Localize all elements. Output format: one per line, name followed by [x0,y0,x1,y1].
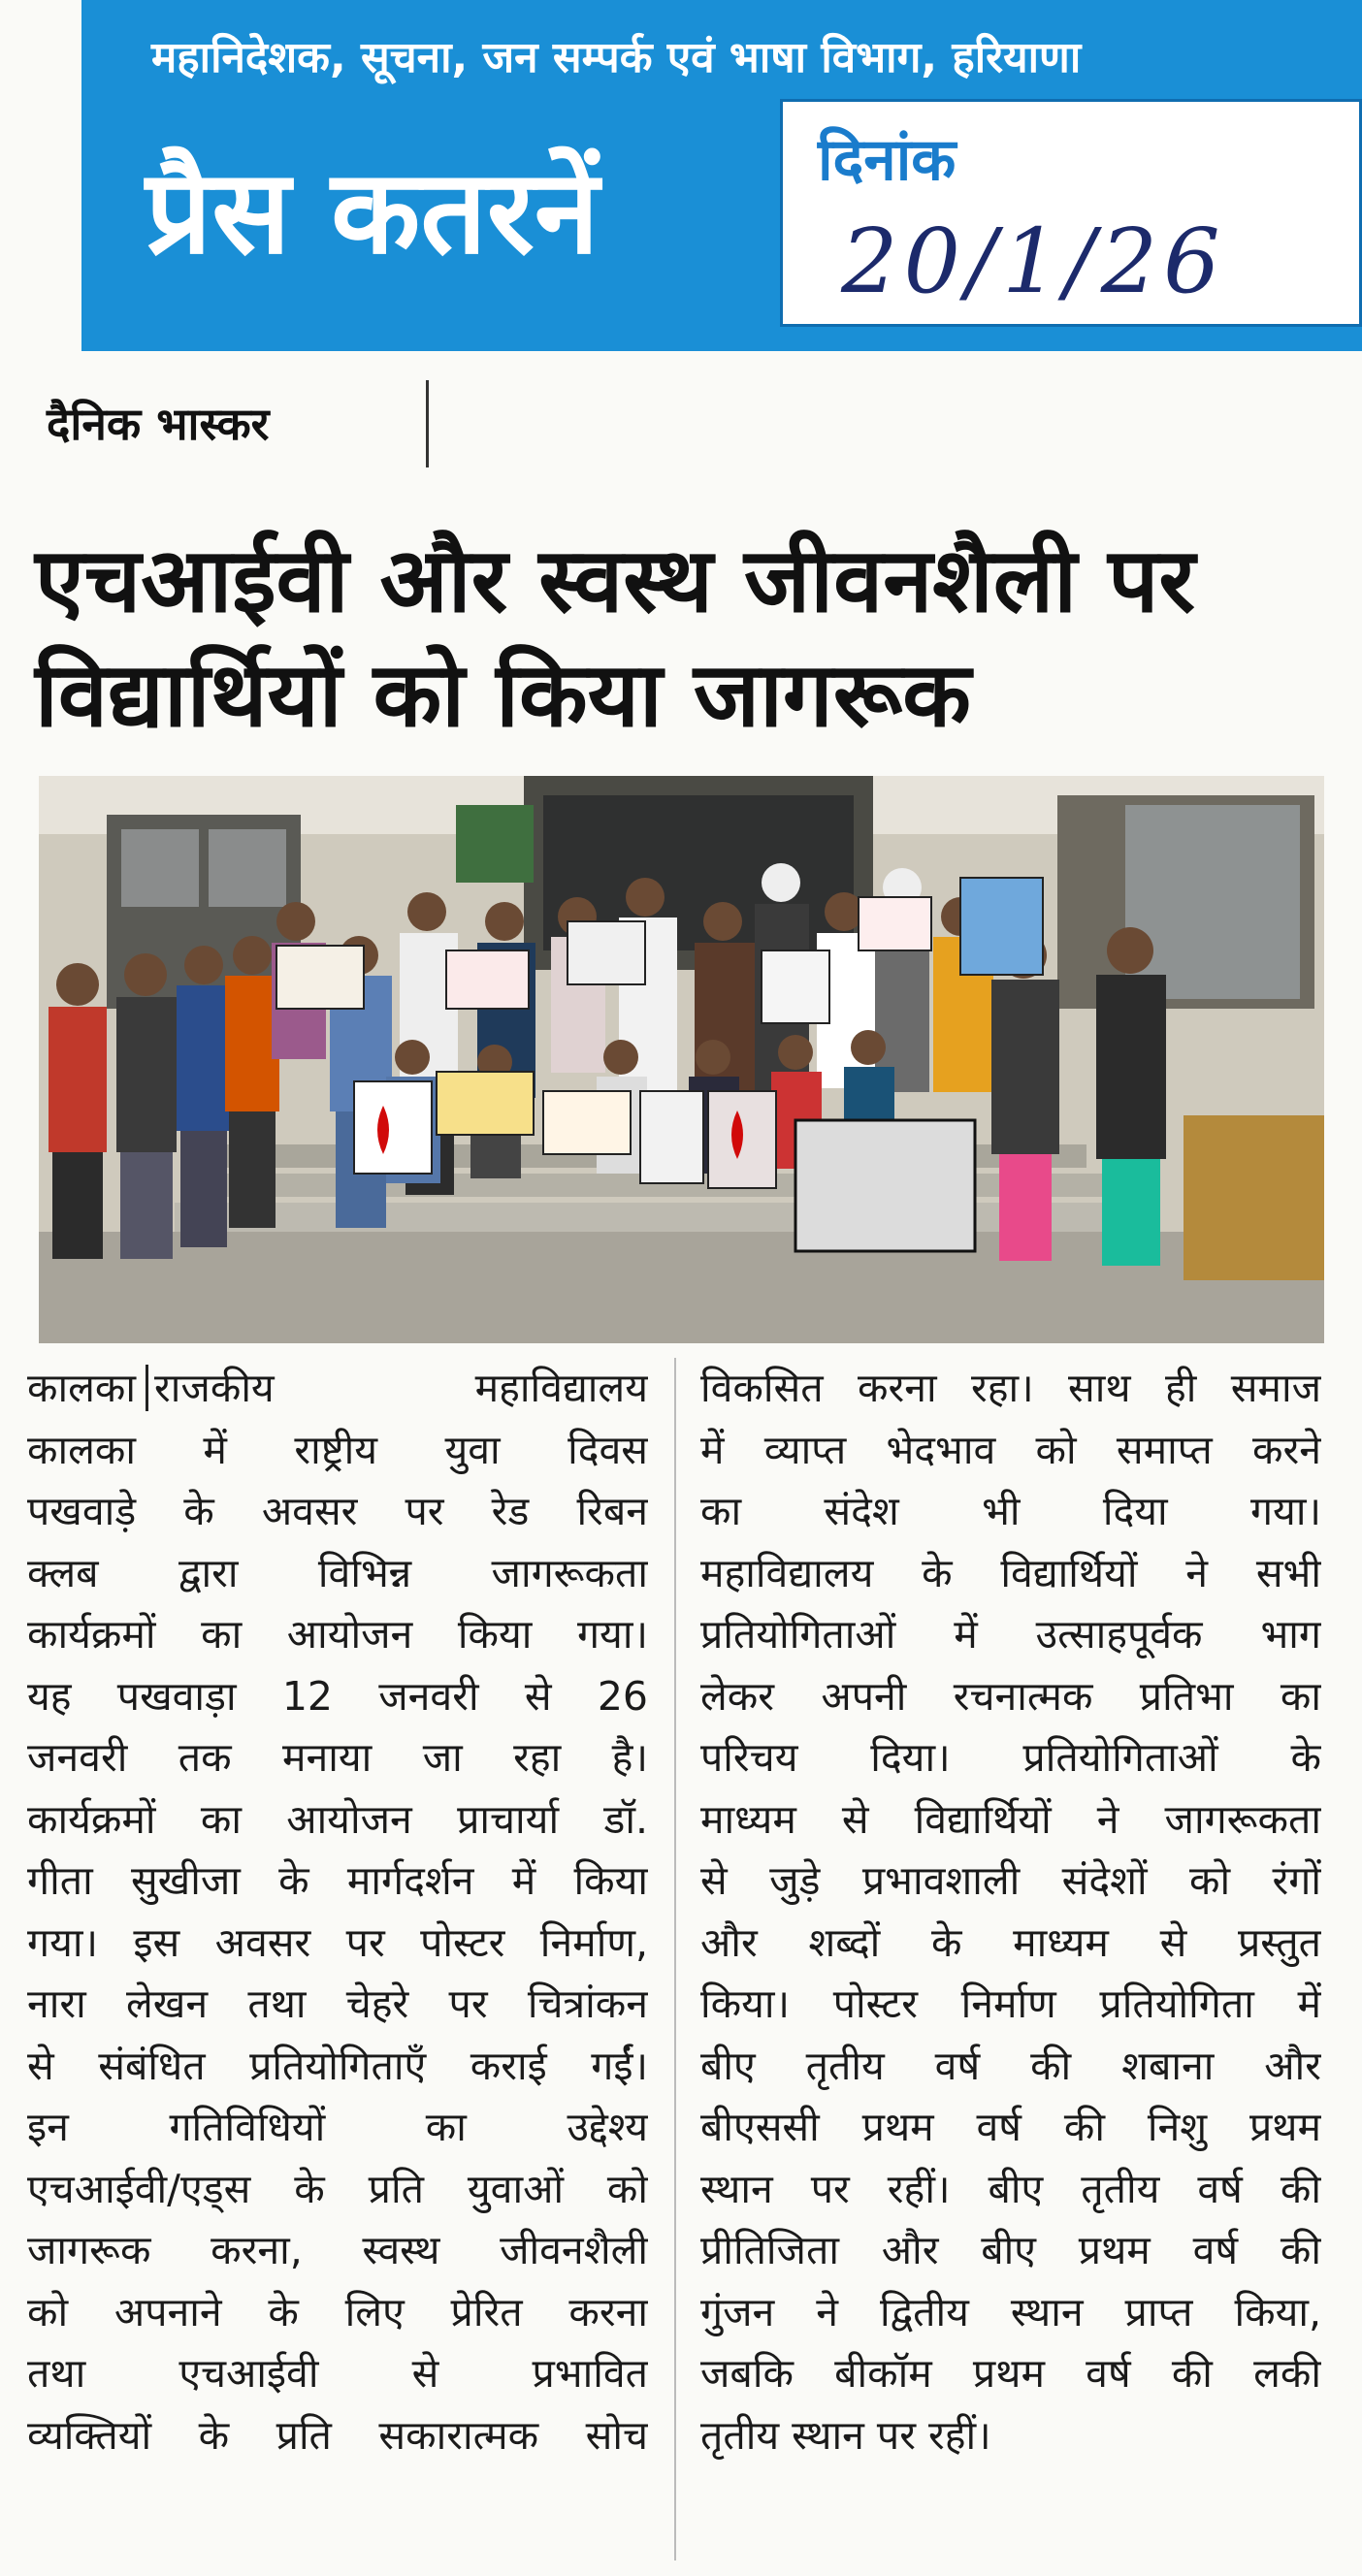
article-line: जागरूक करना, स्वस्थ जीवनशैली [27,2227,648,2273]
article-line: कार्यक्रमों का आयोजन किया गया। [27,1611,648,1658]
date-box [780,99,1362,327]
group-photo [39,776,1324,1343]
newspaper-masthead: दैनिक भास्कर [41,380,429,467]
article-line: विकसित करना रहा। साथ ही समाज [700,1365,1321,1411]
article-line: बीएससी प्रथम वर्ष की निशु प्रथम [700,2104,1321,2150]
article-line: बीए तृतीय वर्ष की शबाना और [700,2042,1321,2089]
article-line: जनवरी तक मनाया जा रहा है। [27,1734,648,1781]
headline-line-1: एचआईवी और स्वस्थ जीवनशैली पर [35,529,1195,632]
article-line-text: राजकीय महाविद्यालय [154,1365,648,1411]
article-line: जबकि बीकॉम प्रथम वर्ष की लकी [700,2350,1321,2397]
department-name: महानिदेशक, सूचना, जन सम्पर्क एवं भाषा विभाग, हरियाणा [151,33,1082,82]
article-column-2 [700,1358,1321,2570]
article-line: माध्यम से विद्यार्थियों ने जागरूकता [700,1795,1321,1843]
column-divider [674,1358,676,2560]
article-line: और शब्दों के माध्यम से प्रस्तुत [700,1918,1321,1966]
article-line: कार्यक्रमों का आयोजन प्राचार्या डॉ. [27,1795,648,1843]
article-line: से संबंधित प्रतियोगिताएँ कराई गईं। [27,2042,648,2089]
article-line: नारा लेखन तथा चेहरे पर चित्रांकन [27,1980,648,2027]
article-line: पखवाड़े के अवसर पर रेड रिबन [27,1488,648,1534]
article-line: का संदेश भी दिया गया। [700,1488,1321,1534]
article-line: गया। इस अवसर पर पोस्टर निर्माण, [27,1918,648,1966]
article-line: गुंजन ने द्वितीय स्थान प्राप्त किया, [700,2288,1321,2335]
article-line: एचआईवी/एड्स के प्रति युवाओं को [27,2165,648,2212]
article-line [27,1358,648,1420]
article-column-1 [27,1358,648,2570]
article-line: गीता सुखीजा के मार्गदर्शन में किया [27,1857,648,1904]
article-line: किया। पोस्टर निर्माण प्रतियोगिता में [700,1980,1321,2027]
article-line: इन गतिविधियों का उद्देश्य [27,2104,648,2150]
article-line: प्रीतिजिता और बीए प्रथम वर्ष की [700,2227,1321,2273]
article-line: को अपनाने के लिए प्रेरित करना [27,2288,648,2335]
article-line: तृतीय स्थान पर रहीं। [700,2411,991,2459]
article-dateline: कालका [27,1365,148,1411]
article-line: व्यक्तियों के प्रति सकारात्मक सोच [27,2411,648,2459]
article-line: से जुड़े प्रभावशाली संदेशों को रंगों [700,1857,1321,1904]
article-line: प्रतियोगिताओं में उत्साहपूर्वक भाग [700,1611,1321,1658]
article-line: में व्याप्त भेदभाव को समाप्त करने [700,1426,1321,1473]
press-header-band [81,0,1362,351]
headline-line-2: विद्यार्थियों को किया जागरूक [35,643,971,747]
date-value-handwritten: 20/1/26 [841,209,1226,313]
article-line: क्लब द्वारा विभिन्न जागरूकता [27,1549,648,1596]
date-label: दिनांक [818,126,957,194]
article-line: परिचय दिया। प्रतियोगिताओं के [700,1734,1321,1781]
article-line: कालका में राष्ट्रीय युवा दिवस [27,1426,648,1473]
article-line: महाविद्यालय के विद्यार्थियों ने सभी [700,1549,1321,1596]
group-photo-illustration [39,776,1324,1343]
article-headline [35,524,1335,753]
press-clippings-title: प्रैस कतरनें [146,145,600,280]
article-line: यह पखवाड़ा 12 जनवरी से 26 [27,1672,648,1720]
article-line: लेकर अपनी रचनात्मक प्रतिभा का [700,1672,1321,1720]
article-line: तथा एचआईवी से प्रभावित [27,2350,648,2397]
article-line: स्थान पर रहीं। बीए तृतीय वर्ष की [700,2165,1321,2212]
